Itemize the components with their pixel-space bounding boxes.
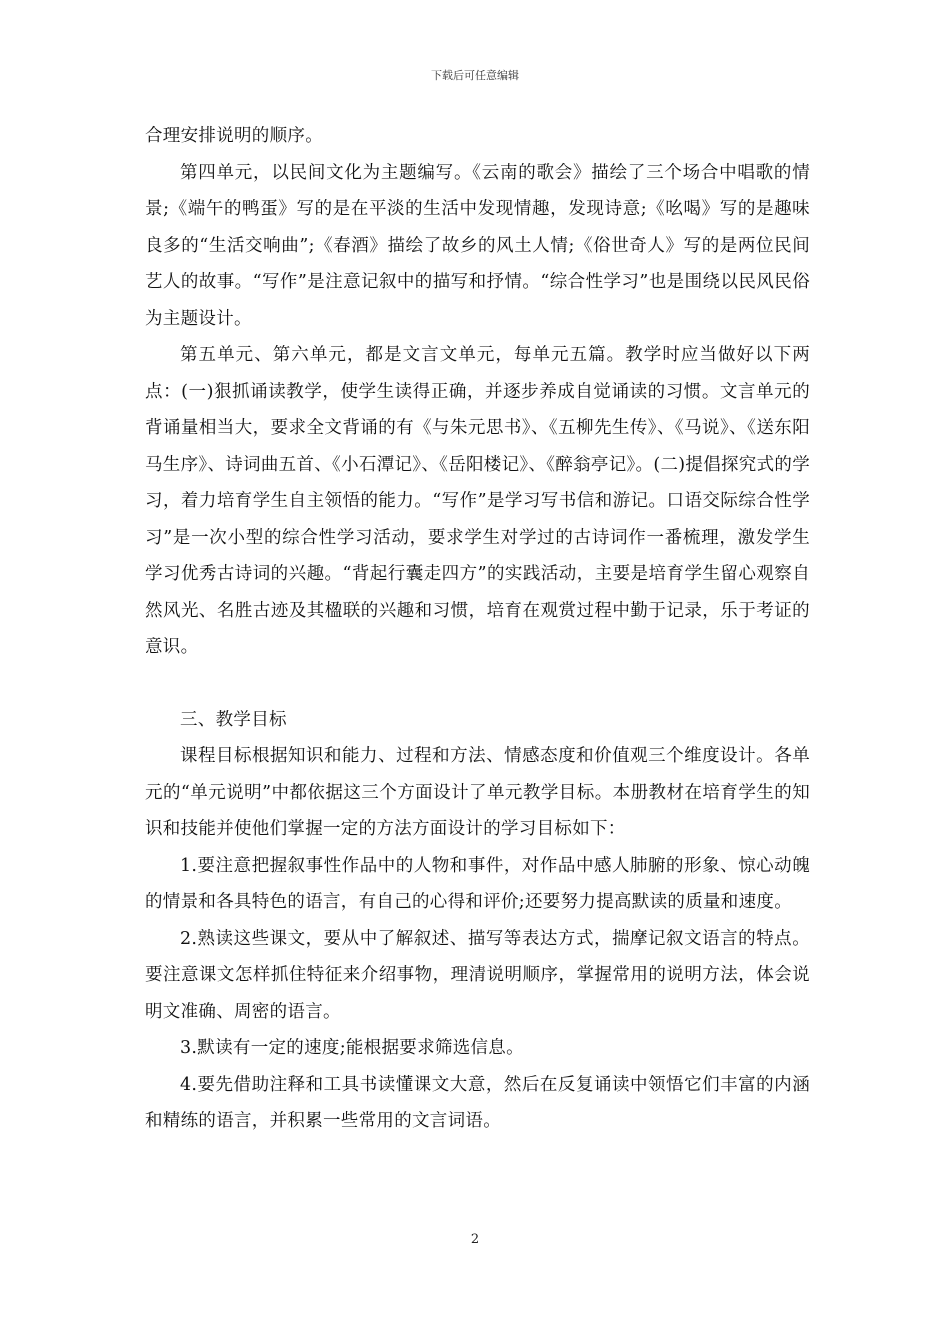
goal-item-4: 4.要先借助注释和工具书读懂课文大意，然后在反复诵读中领悟它们丰富的内涵和精练的语言，并积累一些常用的文言词语。 — [145, 1074, 810, 1131]
goal-item-2: 2.熟读这些课文，要从中了解叙述、描写等表达方式，揣摩记叙文语言的特点。要注意课文怎样抓住特征来介绍事物，理清说明顺序，掌握常用的说明方法，体会说明文准确、周密的语言。 — [145, 928, 810, 1022]
goal-item-1: 1.要注意把握叙事性作品中的人物和事件，对作品中感人肺腑的形象、惊心动魄的情景和各具特色的语言，有自己的心得和评价;还要努力提高默读的质量和速度。 — [145, 855, 810, 912]
section-gap — [145, 666, 810, 702]
document-body — [145, 118, 810, 1140]
paragraph-unit-five-six: 第五单元、第六单元，都是文言文单元，每单元五篇。教学时应当做好以下两点：(一)狠抓诵读教学，使学生读得正确，并逐步养成自觉诵读的习惯。文言单元的背诵量相当大，要求全文背诵的有《与朱元思书》、《五柳先生传》、《马说》、《送东阳马生序》、诗词曲五首、《小石潭记》、《岳阳楼记》、《醉翁亭记》。(二)提倡探究式的学习，着力培育学生自主领悟的能力。“写作”是学习写书信和游记。口语交际综合性学习”是一次小型的综合性学习活动，要求学生对学过的古诗词作一番梳理，激发学生学习优秀古诗词的兴趣。“背起行囊走四方”的实践活动，主要是培育学生留心观察自然风光、名胜古迹及其楹联的兴趣和习惯，培育在观赏过程中勤于记录，乐于考证的意识。 — [145, 345, 811, 657]
paragraph-course-goals: 课程目标根据知识和能力、过程和方法、情感态度和价值观三个维度设计。各单元的“单元说明”中都依据这三个方面设计了单元教学目标。本册教材在培育学生的知识和技能并使他们掌握一定的方法方面设计的学习目标如下： — [145, 746, 810, 839]
page-number: 2 — [470, 1232, 480, 1247]
paragraph-unit-four: 第四单元，以民间文化为主题编写。《云南的歌会》描绘了三个场合中唱歌的情景;《端午的鸭蛋》写的是在平淡的生活中发现情趣，发现诗意;《吆喝》写的是趣味良多的“生活交响曲”;《春酒》描绘了故乡的风土人情;《俗世奇人》写的是两位民间艺人的故事。“写作”是注意记叙中的描写和抒情。“综合性学习”也是围绕以民风民俗为主题设计。 — [145, 162, 810, 329]
goal-item-3: 3.默读有一定的速度;能根据要求筛选信息。 — [180, 1038, 524, 1058]
paragraph-continuation: 合理安排说明的顺序。 — [145, 126, 323, 146]
section-heading-teaching-goals: 三、教学目标 — [180, 709, 287, 730]
page-header: 下载后可任意编辑 — [431, 69, 519, 82]
